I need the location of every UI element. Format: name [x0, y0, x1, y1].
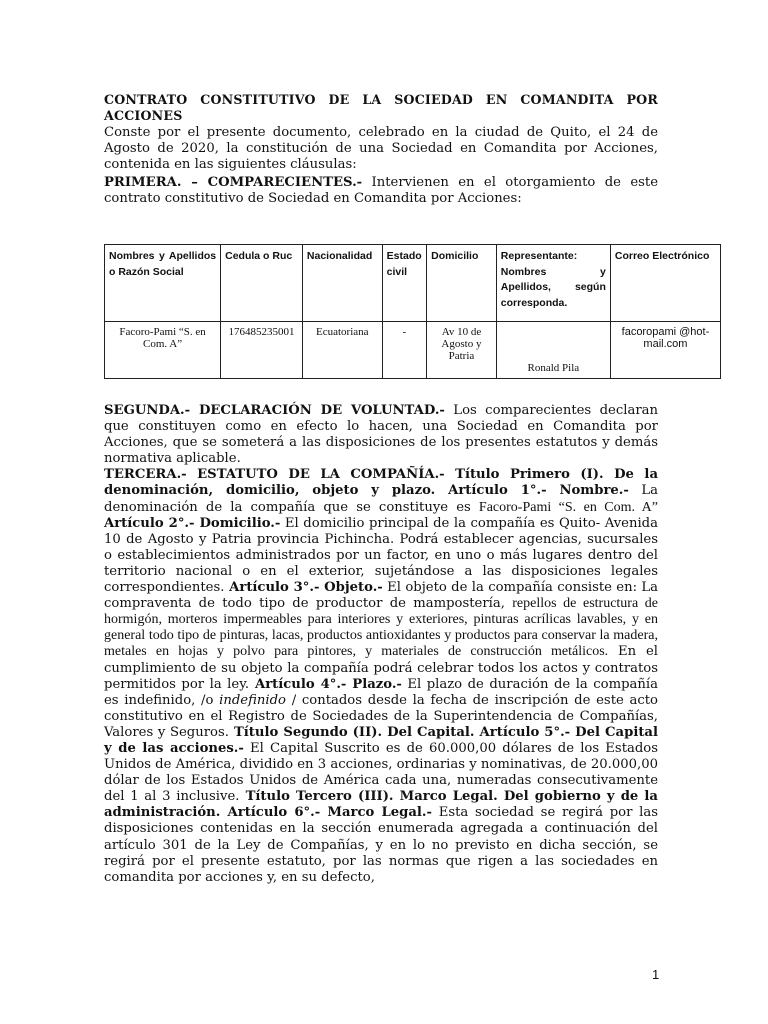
company-name: Facoro-Pami “S. en Com. A”: [478, 499, 658, 515]
document-body: [104, 403, 658, 886]
cell-cedula: 176485235001: [221, 322, 303, 379]
articulo-6-heading: Título Tercero (III). Marco Legal. Del gobierno y de la administración. Artículo 6°.- Marco Legal.-: [104, 789, 658, 821]
cell-nombre: Facoro-Pami “S. en Com. A”: [105, 322, 221, 379]
header-nombres: Nombres y Apellidos o Razón Social: [105, 245, 221, 322]
header-estado-civil: Estado civil: [382, 245, 426, 322]
articulo-3-text-a: El objeto de la compañía consiste en: La compraventa de todo tipo de productor de mampostería,: [104, 580, 658, 612]
tercera-text-1: La denominación de la compañía que se constituye es: [104, 483, 659, 515]
clause-segunda: [104, 403, 658, 467]
clause-segunda-heading: SEGUNDA.- DECLARACIÓN DE VOLUNTAD.-: [104, 403, 445, 418]
cell-domicilio: Av 10 de Agosto y Patria: [427, 322, 497, 379]
header-domicilio: Domicilio: [427, 245, 497, 322]
articulo-5-text: El Capital Suscrito es de 60.000,00 dólares de los Estados Unidos de América, dividido en 3 acciones, ordinarias y nominativas, de 20.000,00 dólar de los Estados Unidos de América cada una, numeradas consecutivamente del 1 al 3 inclusive.: [104, 740, 659, 805]
articulo-3-text-c: En el cumplimiento de su objeto la compañía podrá celebrar todos los actos y contratos permitidos por la ley.: [104, 644, 658, 692]
clause-tercera: [104, 467, 658, 885]
header-correo: Correo Electrónico: [610, 245, 720, 322]
cell-estado-civil: -: [382, 322, 426, 379]
table-row: [105, 322, 721, 379]
header-cedula: Cedula o Ruc: [221, 245, 303, 322]
header-representante: Representante: Nombres y Apellidos, según corresponda.: [496, 245, 610, 322]
articulo-6-text: Esta sociedad se regirá por las disposiciones contenidas en la sección enumerada agregada a continuación del artículo 301 de la Ley de Compañías, y en lo no previsto en dicha sección, se regirá por el presente estatuto, por las normas que rigen a las sociedades en comandita por acciones y, en su defecto,: [104, 805, 658, 885]
parties-table: [104, 244, 721, 379]
clause-primera-text: Intervienen en el otorgamiento de este contrato constitutivo de Sociedad en Comandita por Acciones:: [104, 175, 658, 207]
clause-primera-heading: PRIMERA. – COMPARECIENTES.-: [104, 175, 363, 191]
articulo-4-text-a: El plazo de duración de la compañía es indefinido, /o: [104, 676, 658, 708]
articulo-2-heading: Artículo 2°.- Domicilio.-: [104, 515, 281, 531]
articulo-4-heading: Artículo 4°.- Plazo.-: [249, 676, 402, 692]
cell-representante: Ronald Pila: [496, 322, 610, 379]
articulo-3-heading: Artículo 3°.- Objeto.-: [224, 580, 383, 596]
cell-correo: facoropami @hot-mail.com: [610, 322, 720, 379]
articulo-2-text: El domicilio principal de la compañía es Quito- Avenida 10 de Agosto y Patria provincia Pichincha. Podrá establecer agencias, sucursales o establecimientos administrados por un factor, en uno o más lugares dentro del territorio nacional o en el exterior, sujetándose a las disposiciones legales correspondientes.: [104, 515, 658, 596]
table-header-row: [105, 245, 721, 322]
tercera-heading: TERCERA.- ESTATUTO DE LA COMPAÑÍA.- Título Primero (I). De la denominación, domicilio, objeto y plazo. Artículo 1°.- Nombre.-: [104, 467, 658, 499]
cell-nacionalidad: Ecuatoriana: [302, 322, 382, 379]
articulo-3-text-b: repellos de estructura de hormigón, morteros impermeables para interiores y exteriores, pinturas acrílicas lavables, y en general todo tipo de pinturas, lacas, productos antioxidantes y productos para conservar la madera, metales en hojas y polvo para pintores, y materiales de construcción metálicos.: [104, 596, 658, 660]
header-nacionalidad: Nacionalidad: [302, 245, 382, 322]
document-title: CONTRATO CONSTITUTIVO DE LA SOCIEDAD EN COMANDITA POR ACCIONES: [104, 92, 658, 123]
articulo-4-text-c: / contados desde la fecha de inscripción de este acto constitutivo en el Registro de Sociedades de la Superintendencia de Compañías, Valores y Seguros.: [104, 692, 658, 740]
intro-paragraph: Conste por el presente documento, celebrado en la ciudad de Quito, el 24 de Agosto de 2020, la constitución de una Sociedad en Comandita por Acciones, contenida en las siguientes cláusulas:: [104, 125, 658, 173]
clause-segunda-text: Los comparecientes declaran que constituyen como en efecto lo hacen, una Sociedad en Comandita por Acciones, que se someterá a las disposiciones de los presentes estatutos y demás normativa aplicable.: [104, 403, 658, 467]
clause-primera: [104, 175, 658, 207]
articulo-5-heading: Título Segundo (II). Del Capital. Artículo 5°.- Del Capital y de las acciones.-: [104, 724, 658, 756]
document-header: [104, 92, 658, 207]
articulo-4-text-b: indefinido: [219, 692, 286, 708]
page-number: 1: [652, 967, 660, 982]
